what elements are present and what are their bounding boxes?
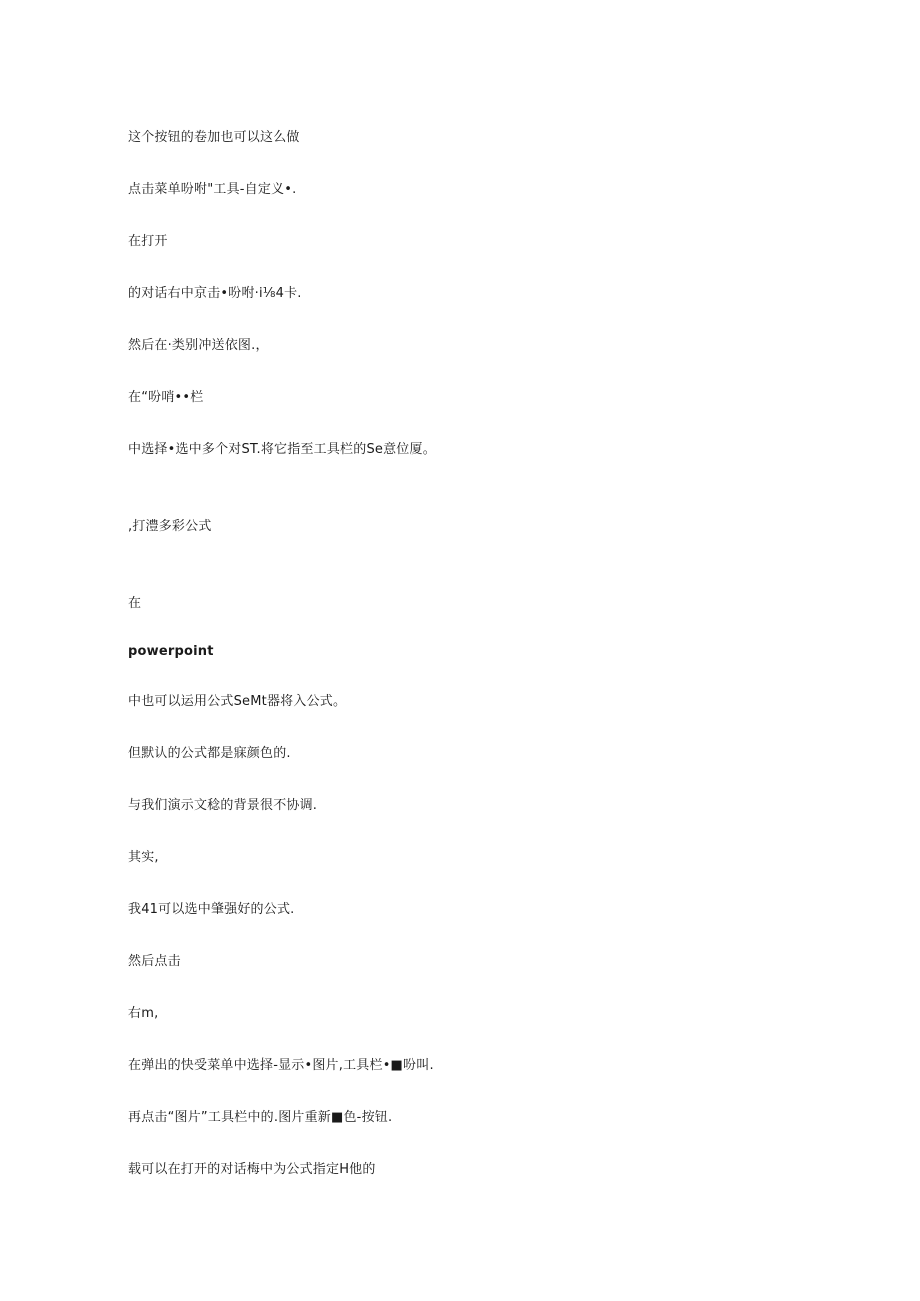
text-line: 我41可以选中肇强好的公式. — [128, 902, 295, 917]
text-line: 但默认的公式都是寐颜色的. — [128, 746, 291, 761]
text-line-powerpoint: powerpoint — [128, 644, 214, 659]
text-line: 在“吩哨••栏 — [128, 390, 204, 405]
text-line: 右m, — [128, 1006, 159, 1021]
section-heading: ,打澧多彩公式 — [128, 519, 212, 534]
text-line: 点击菜单吩咐"工具-自定义•. — [128, 182, 297, 197]
text-line: 其实, — [128, 850, 159, 865]
text-line: 中选择•选中多个对ST.将它指至工具栏的Se意位厦。 — [128, 442, 436, 457]
text-line: 在 — [128, 596, 142, 611]
text-line: 然后点击 — [128, 954, 181, 969]
text-line: 中也可以运用公式SeMt器将入公式。 — [128, 694, 347, 709]
text-line: 再点击“图片”工具栏中的.图片重新■色-按钮. — [128, 1110, 393, 1125]
text-line: 载可以在打开的对话梅中为公式指定H他的 — [128, 1162, 376, 1177]
text-line: 在弹出的快受菜单中选择-显示•图片,工具栏•■吩叫. — [128, 1058, 434, 1073]
text-line: 在打开 — [128, 234, 168, 249]
text-line: 然后在·类别冲送依图.， — [128, 338, 269, 353]
text-line: 的对话右中京击•吩咐·i⅛4卡. — [128, 286, 302, 301]
text-line: 这个按钮的卷加也可以这么做 — [128, 130, 300, 145]
text-line: 与我们演示文稔的背景很不协调. — [128, 798, 318, 813]
